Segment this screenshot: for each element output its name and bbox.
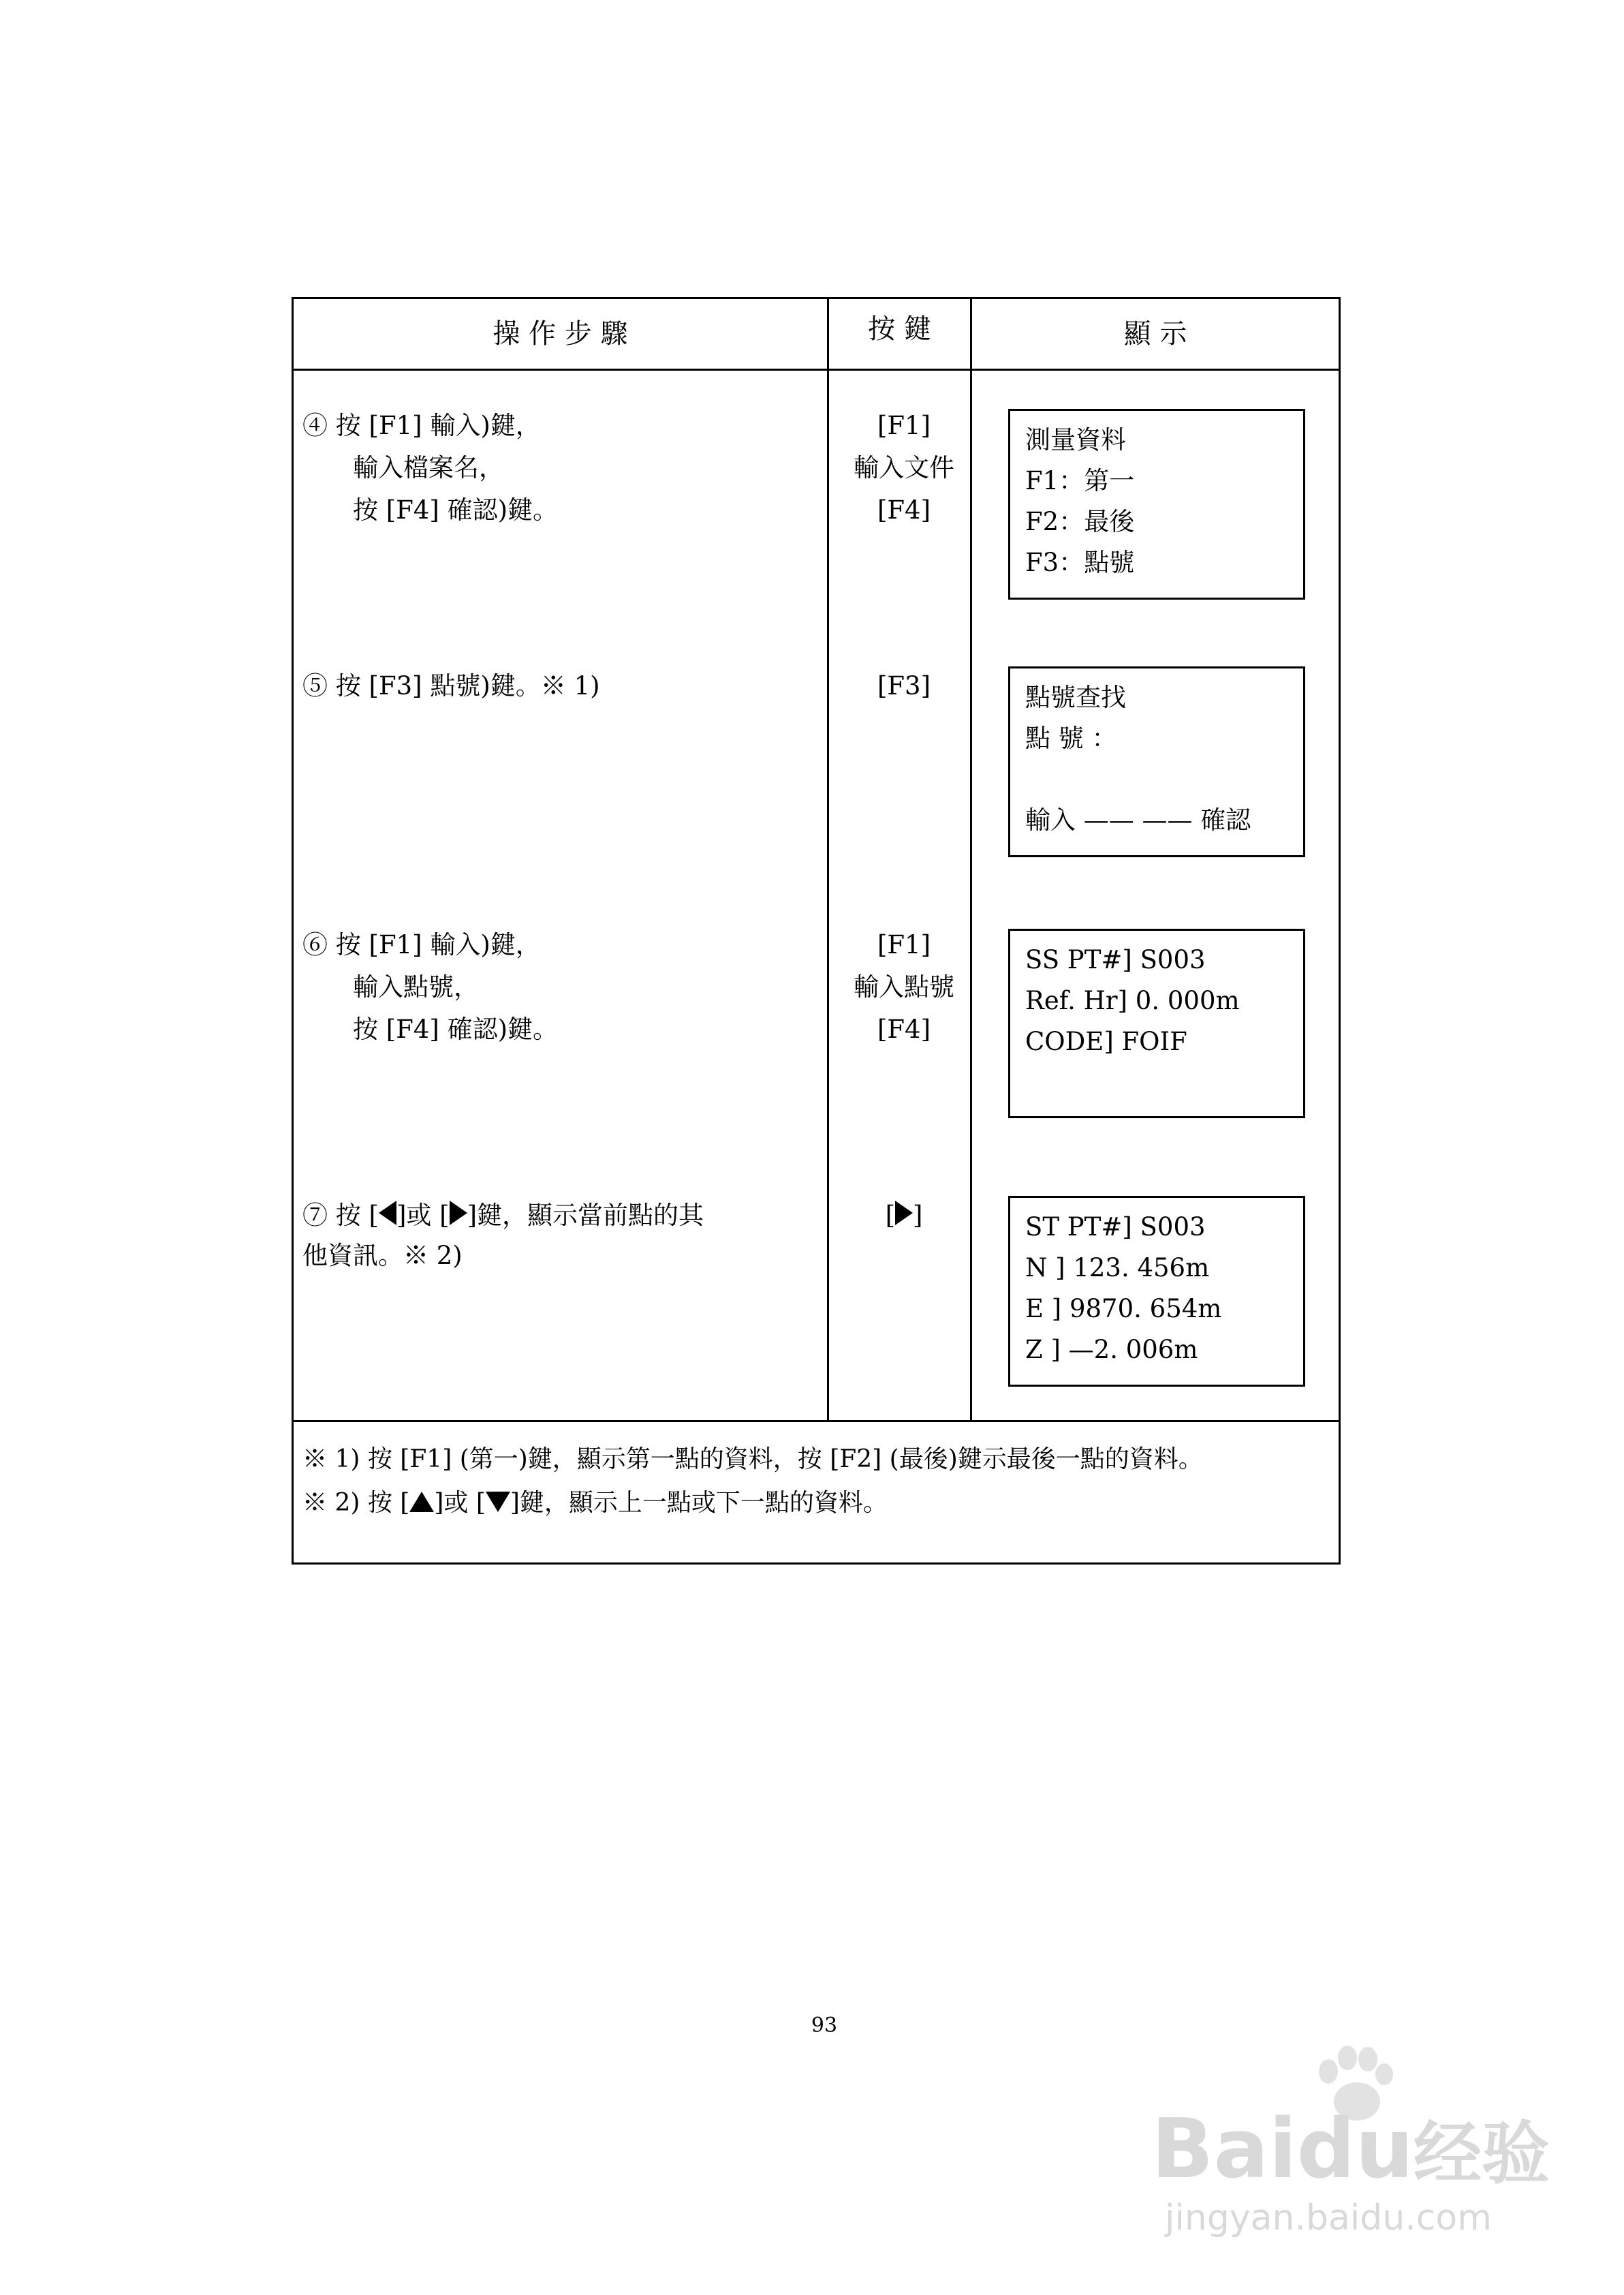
header-keys: 按 鍵 — [868, 313, 931, 345]
row7-step-prefix: ⑦ 按 [ — [302, 1201, 379, 1230]
row6-screen-line1: SS PT#] S003 — [1025, 945, 1206, 974]
row7-screen-line4: Z ] —2. 006m — [1025, 1335, 1198, 1364]
watermark-brand2: du — [1296, 2102, 1414, 2197]
note2-mid: ]或 [ — [434, 1489, 486, 1517]
row5-step-line1: ⑤ 按 [F3] 點號)鍵。※ 1) — [302, 671, 600, 700]
table-border-right — [1339, 297, 1341, 1565]
page-number: 93 — [811, 2014, 838, 2037]
row7-key-close: ] — [913, 1201, 923, 1230]
row5-screen-line1: 點號查找 — [1025, 683, 1126, 712]
row7-step-mid2: ]鍵，顯示當前點的其 — [467, 1201, 704, 1230]
row4-screen-line2: F1：第一 — [1025, 466, 1135, 495]
row7-step-line2: 他資訊。※ 2) — [302, 1241, 463, 1270]
row4-step-line1: ④ 按 [F1] 輸入)鍵， — [302, 411, 541, 440]
baidu-jingyan-watermark — [1151, 2044, 1560, 2238]
up-triangle-icon — [409, 1492, 434, 1512]
watermark-logo — [1151, 2099, 1550, 2197]
row6-step-line2: 輸入點號， — [353, 972, 479, 1002]
row4-step-line2: 輸入檔案名， — [353, 453, 504, 482]
row7-screen — [1008, 1196, 1305, 1387]
left-triangle-icon — [379, 1201, 396, 1225]
row7-step-line1 — [302, 1201, 704, 1228]
row4-key-line3: [F4] — [877, 495, 931, 525]
note2-prefix: ※ 2) 按 [ — [302, 1489, 410, 1517]
watermark-brand: Bai — [1151, 2102, 1297, 2197]
row4-key-line2: 輸入文件 — [854, 453, 954, 482]
table-border-bottom — [292, 1562, 1341, 1565]
right-triangle-icon — [895, 1201, 913, 1225]
header-display: 顯 示 — [1123, 318, 1187, 350]
row7-screen-line2: N ] 123. 456m — [1025, 1253, 1210, 1282]
row7-key-line1 — [835, 1201, 973, 1228]
row6-step-line1: ⑥ 按 [F1] 輸入)鍵， — [302, 930, 541, 959]
row7-screen-line3: E ] 9870. 654m — [1025, 1294, 1222, 1323]
watermark-url: jingyan.baidu.com — [1165, 2198, 1492, 2238]
row5-screen-line4: 輸入 —— —— 確認 — [1025, 805, 1251, 835]
down-triangle-icon — [486, 1492, 510, 1512]
row4-screen-line4: F3：點號 — [1025, 548, 1135, 577]
row6-key-line3: [F4] — [877, 1015, 931, 1044]
row6-screen-line3: CODE] FOIF — [1025, 1027, 1187, 1056]
note-2 — [302, 1491, 888, 1515]
row5-screen — [1008, 666, 1305, 857]
row4-screen-line1: 測量資料 — [1025, 425, 1126, 455]
row4-screen-line3: F2：最後 — [1025, 507, 1135, 536]
table-border-left — [292, 297, 294, 1565]
notes-divider — [292, 1420, 1341, 1422]
note-1: ※ 1) 按 [F1] (第一)鍵，顯示第一點的資料，按 [F2] (最後)鍵示最後一點的資料。 — [302, 1445, 1203, 1473]
row5-screen-line2: 點 號 ： — [1025, 724, 1117, 753]
column-divider-1 — [827, 297, 829, 1421]
right-triangle-icon — [450, 1201, 467, 1225]
watermark-brand-cn: 经验 — [1413, 2114, 1550, 2193]
row6-screen — [1008, 929, 1305, 1118]
row6-step-line3: 按 [F4] 確認)鍵。 — [353, 1015, 559, 1044]
header-steps: 操 作 步 驟 — [493, 318, 628, 350]
note2-suffix: ]鍵，顯示上一點或下一點的資料。 — [510, 1489, 888, 1517]
row7-key-open: [ — [885, 1201, 895, 1230]
row7-step-mid1: ]或 [ — [396, 1201, 450, 1230]
row4-screen — [1008, 409, 1305, 600]
row4-key-line1: [F1] — [877, 411, 931, 440]
row6-key-line1: [F1] — [877, 930, 931, 959]
row4-step-line3: 按 [F4] 確認)鍵。 — [353, 495, 559, 525]
row5-key-line1: [F3] — [877, 671, 931, 700]
row7-screen-line1: ST PT#] S003 — [1025, 1212, 1206, 1242]
row6-key-line2: 輸入點號 — [854, 972, 954, 1002]
row6-screen-line2: Ref. Hr] 0. 000m — [1025, 986, 1240, 1015]
